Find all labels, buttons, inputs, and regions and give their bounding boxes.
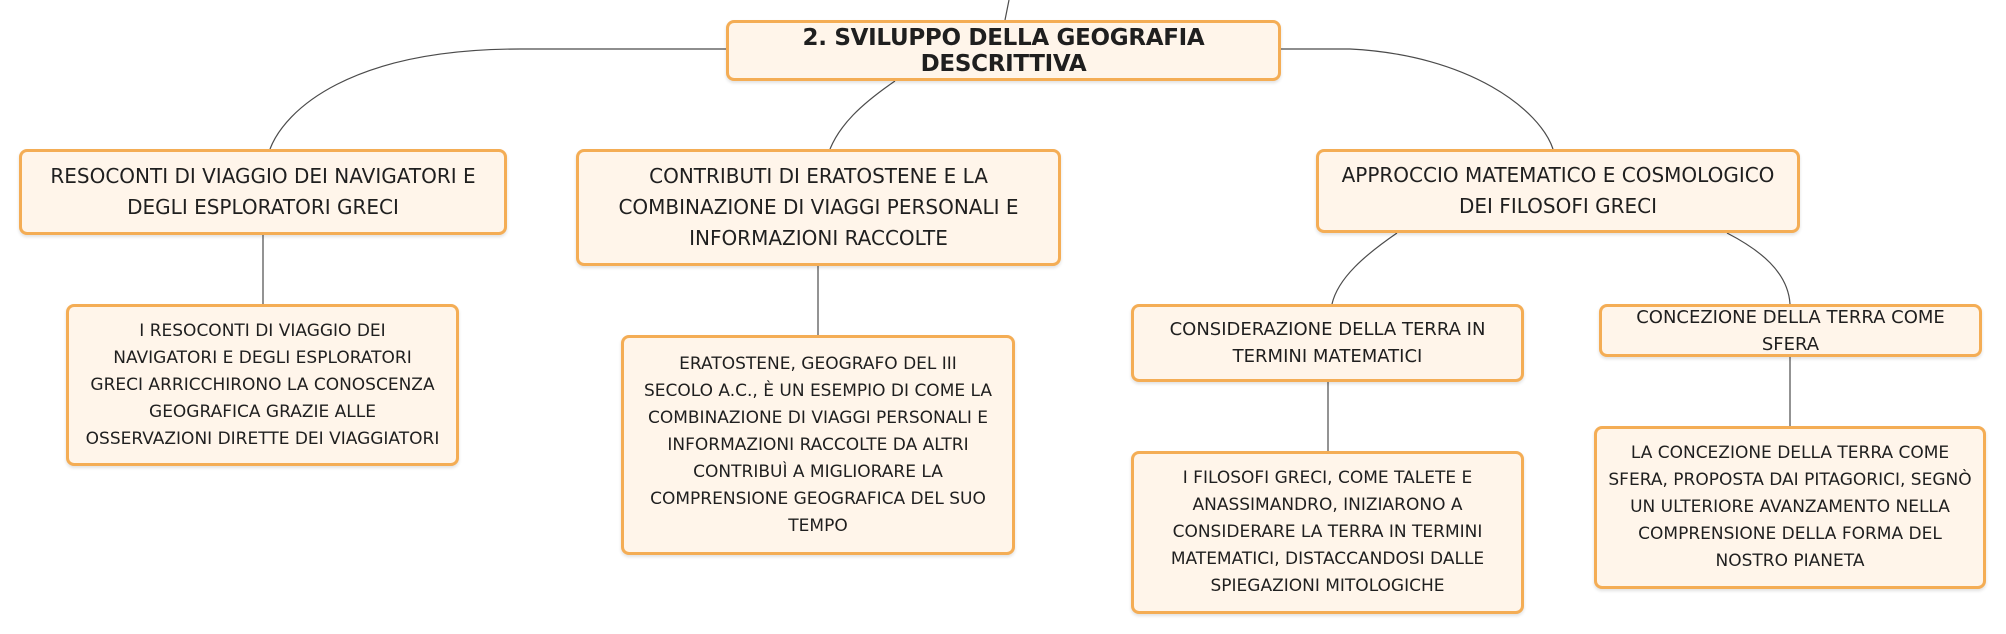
branch-topic-approccio-matematico-label: APPROCCIO MATEMATICO E COSMOLOGICO DEI FILOSOFI GRECI <box>1341 163 1775 218</box>
detail-note-eratostene-text: ERATOSTENE, GEOGRAFO DEL III SECOLO A.C., È UN ESEMPIO DI COME LA COMBINAZIONE DI VIAGGI PERSONALI E INFORMAZIONI RACCOLTE DA ALTRI CONTRIBUÌ A MIGLIORARE LA COMPRENSIONE GEOGRAFICA DEL SUO TEMPO <box>643 353 992 536</box>
subtopic-termini-matematici-label: CONSIDERAZIONE DELLA TERRA IN TERMINI MATEMATICI <box>1169 319 1486 367</box>
branch-topic-navigatori[interactable] <box>19 149 507 235</box>
detail-note-navigatori-text: I RESOCONTI DI VIAGGIO DEI NAVIGATORI E DEGLI ESPLORATORI GRECI ARRICCHIRONO LA CONOSCENZA GEOGRAFICA GRAZIE ALLE OSSERVAZIONI DIRETTE DEI VIAGGIATORI <box>85 320 440 449</box>
branch-topic-approccio-matematico[interactable] <box>1316 149 1800 233</box>
root-topic[interactable] <box>726 20 1281 81</box>
connector-branch-3-to-child-1 <box>1332 233 1397 304</box>
detail-note-eratostene[interactable] <box>621 335 1015 555</box>
connector-incoming-root <box>1005 0 1009 20</box>
detail-note-termini-matematici-text: I FILOSOFI GRECI, COME TALETE E ANASSIMANDRO, INIZIARONO A CONSIDERARE LA TERRA IN TERMINI MATEMATICI, DISTACCANDOSI DALLE SPIEGAZIONI MITOLOGICHE <box>1170 468 1485 596</box>
connector-root-to-branch-1 <box>270 49 726 149</box>
detail-note-terra-sfera-text: LA CONCEZIONE DELLA TERRA COME SFERA, PROPOSTA DAI PITAGORICI, SEGNÒ UN ULTERIORE AVANZAMENTO NELLA COMPRENSIONE DELLA FORMA DEL NOSTRO PIANETA <box>1608 443 1972 571</box>
root-topic-label: 2. SVILUPPO DELLA GEOGRAFIA DESCRITTIVA <box>802 24 1205 77</box>
connector-root-to-branch-3 <box>1281 49 1553 149</box>
connector-root-to-branch-2 <box>830 81 895 149</box>
subtopic-terra-sfera-label: CONCEZIONE DELLA TERRA COME SFERA <box>1636 306 1945 355</box>
detail-note-termini-matematici[interactable] <box>1131 451 1524 614</box>
detail-note-terra-sfera[interactable] <box>1594 426 1986 589</box>
branch-topic-eratostene-label: CONTRIBUTI DI ERATOSTENE E LA COMBINAZIONE DI VIAGGI PERSONALI E INFORMAZIONI RACCOLTE <box>618 164 1019 250</box>
detail-note-navigatori[interactable] <box>66 304 459 466</box>
subtopic-termini-matematici[interactable] <box>1131 304 1524 382</box>
subtopic-terra-sfera[interactable] <box>1599 304 1982 357</box>
branch-topic-navigatori-label: RESOCONTI DI VIAGGIO DEI NAVIGATORI E DEGLI ESPLORATORI GRECI <box>50 164 476 219</box>
connector-branch-3-to-child-2 <box>1727 233 1790 304</box>
branch-topic-eratostene[interactable] <box>576 149 1061 266</box>
